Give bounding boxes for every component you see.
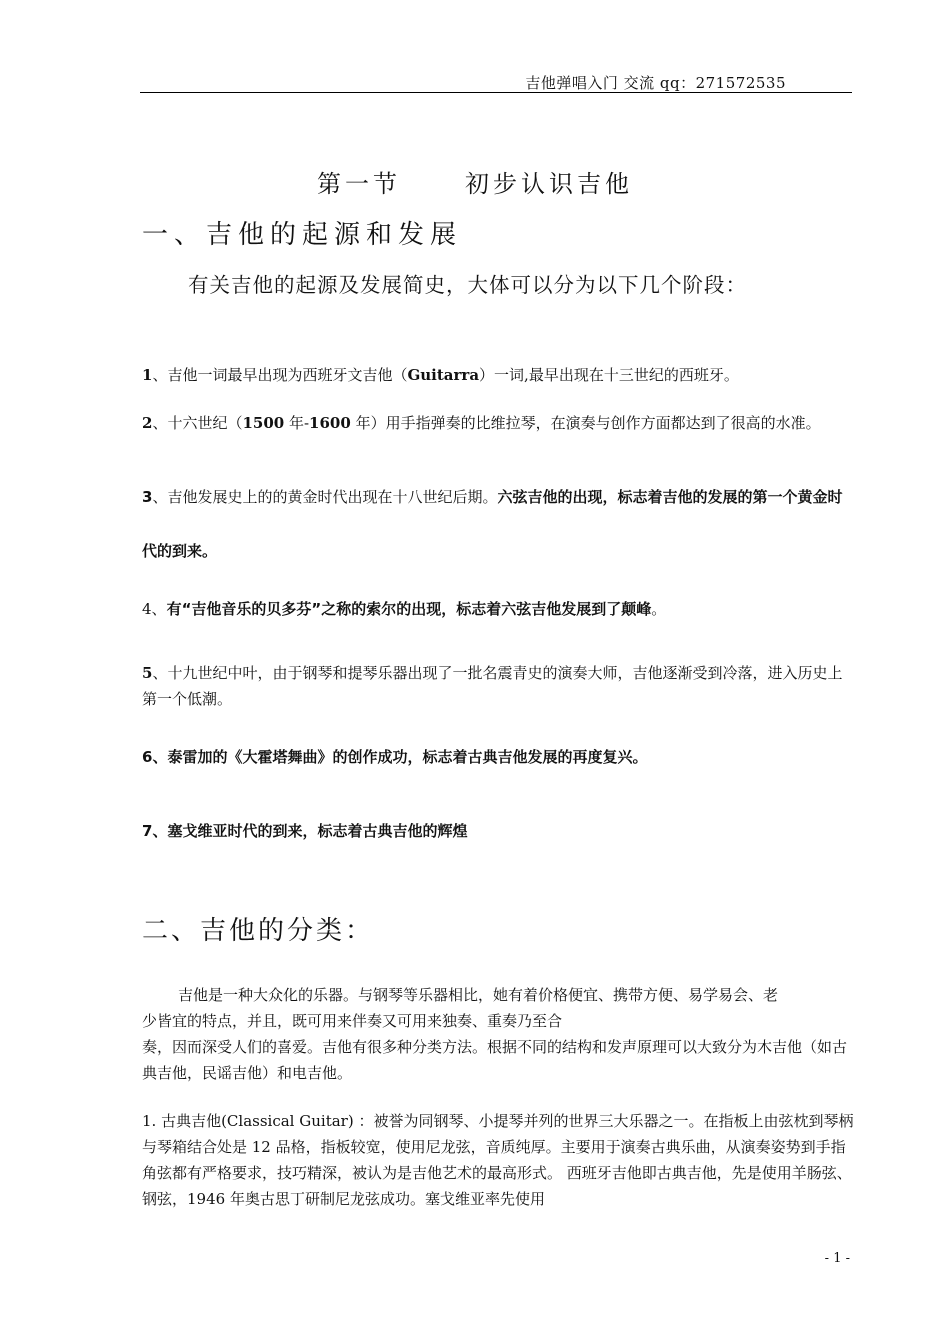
- heading-origin: 一、吉他的起源和发展: [142, 220, 463, 250]
- header-rule: [140, 92, 852, 93]
- section-title: [0, 164, 950, 199]
- page-number: - 1 -: [824, 1251, 850, 1266]
- heading-classification: 二、吉他的分类：: [142, 916, 375, 946]
- list-item: 3、吉他发展史上的的黄金时代出现在十八世纪后期。六弦吉他的出现，标志着吉他的发展的第一个黄金时代的到来。: [142, 488, 843, 560]
- section-name: 初步认识吉他: [465, 170, 633, 198]
- page-header: 吉他弹唱入门 交流 qq：271572535: [525, 74, 786, 92]
- list-item: 5、十九世纪中叶，由于钢琴和提琴乐器出现了一批名震青史的演奏大师，吉他逐渐受到冷落，进入历史上第一个低潮。: [142, 664, 843, 708]
- list-item: 2、十六世纪（1500 年-1600 年）用手指弹奏的比维拉琴，在演奏与创作方面都达到了很高的水准。: [142, 414, 821, 432]
- section-label: 第一节: [317, 170, 401, 198]
- paragraph-classification: 吉他是一种大众化的乐器。与钢琴等乐器相比，她有着价格便宜、携带方便、易学易会、老 少皆宜的特点，并且，既可用来伴奏又可用来独奏、重奏乃至合 奏，因而深受人们的喜爱。吉他有很多种分类方法。根据不同的结构和发声原理可以大致分为木吉他（如古典吉他，民谣吉他）和电吉他。: [142, 986, 848, 1082]
- list-item: 1、吉他一词最早出现为西班牙文吉他（Guitarra）一词,最早出现在十三世纪的西班牙。: [142, 366, 739, 384]
- paragraph-classical-guitar: 1. 古典吉他(Classical Guitar) ：被誉为同钢琴、小提琴并列的世界三大乐器之一。在指板上由弦枕到琴柄与琴箱结合处是 12 品格，指板较宽，使用尼龙弦，音质纯厚。主要用于演奏古典乐曲，从演奏姿势到手指角弦都有严格要求，技巧精深，被认为是吉他艺术的最高形式。 西班牙吉他即古典吉他，先是使用羊肠弦、钢弦，1946 年奥古思丁研制尼龙弦成功。塞戈维亚率先使用: [142, 1112, 854, 1208]
- list-item: 6、泰雷加的《大霍塔舞曲》的创作成功，标志着古典吉他发展的再度复兴。: [142, 748, 648, 766]
- list-item: 7、塞戈维亚时代的到来，标志着古典吉他的辉煌: [142, 822, 468, 840]
- intro-text: 有关吉他的起源及发展简史，大体可以分为以下几个阶段：: [188, 273, 747, 297]
- list-item: 4、有“吉他音乐的贝多芬”之称的索尔的出现，标志着六弦吉他发展到了颠峰。: [142, 600, 667, 618]
